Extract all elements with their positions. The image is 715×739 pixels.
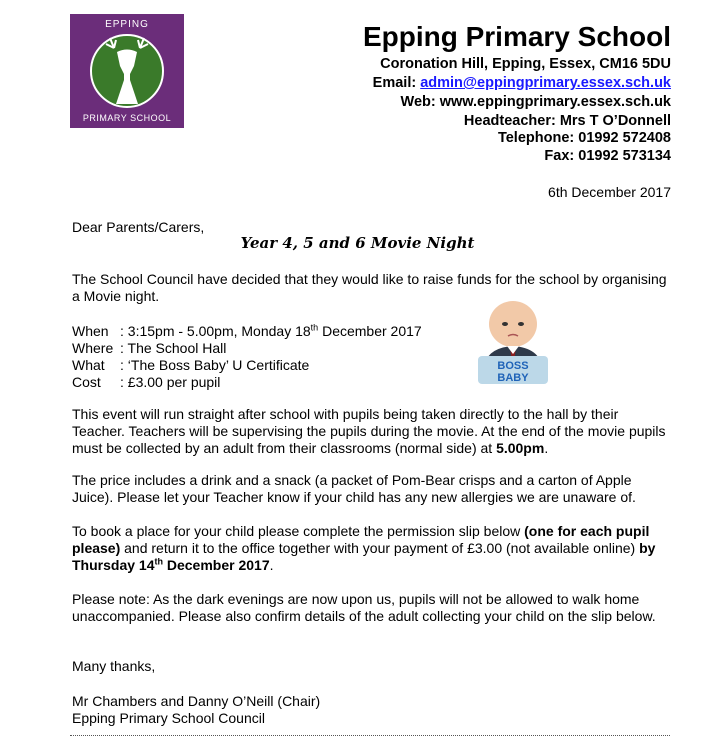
p3-deadline-sup: th <box>154 556 163 567</box>
paragraph-collection <box>72 406 672 457</box>
p3-bold-one-each: (one for each pupil please) <box>72 523 650 556</box>
intro-paragraph: The School Council have decided that they would like to raise funds for the school by organising a Movie night. <box>72 271 667 304</box>
paragraph-booking <box>72 523 672 574</box>
web-line <box>401 93 671 112</box>
where-value: : The School Hall <box>120 340 227 356</box>
logo-text-top: EPPING <box>105 19 149 30</box>
cost-label: Cost <box>72 374 101 390</box>
when-sup: th <box>310 322 319 333</box>
telephone-label: Telephone: <box>497 130 579 146</box>
email-line <box>373 74 671 93</box>
p1-text: This event will run straight after school with pupils being taken directly to the hall by their Teacher. Teachers will be supervising the pupils during the movie. At the end of the movie pupils must be collected by an adult from their classrooms (normal side) at <box>72 406 666 456</box>
email-link[interactable]: admin@eppingprimary.essex.sch.uk <box>420 75 671 91</box>
headteacher-label: Headteacher: <box>463 113 560 129</box>
telephone-number: 01992 572408 <box>578 130 671 146</box>
detail-cost <box>72 374 220 391</box>
school-address: Coronation Hill, Epping, Essex, CM16 5DU <box>380 56 671 72</box>
paragraph-note: Please note: As the dark evenings are now upon us, pupils will not be allowed to walk home unaccompanied. Please also confirm details of the adult collecting your child on the slip below. <box>72 591 656 624</box>
p3-deadline-month: December 2017 <box>162 557 270 573</box>
detail-when <box>72 323 422 340</box>
what-label: What <box>72 357 105 373</box>
p3-end: . <box>269 557 274 573</box>
sign-off: Many thanks, <box>72 658 156 674</box>
p3-text-a: To book a place for your child please complete the permission slip below <box>72 523 525 539</box>
fax-number: 01992 573134 <box>578 148 671 164</box>
school-logo <box>70 14 184 128</box>
letter-title: Year 4, 5 and 6 Movie Night <box>240 234 475 252</box>
signature-names: Mr Chambers and Danny O’Neill (Chair) <box>72 693 321 709</box>
fax-label: Fax: <box>544 148 579 164</box>
p1-bold-time: 5.00pm <box>496 440 545 456</box>
cost-value: : £3.00 per pupil <box>120 374 221 390</box>
when-value-end: December 2017 <box>318 323 422 339</box>
detail-what <box>72 357 309 374</box>
greeting: Dear Parents/Carers, <box>72 219 205 235</box>
signature-council: Epping Primary School Council <box>72 710 265 726</box>
telephone-line <box>498 129 671 148</box>
letter-date: 6th December 2017 <box>548 184 671 200</box>
when-label: When <box>72 323 109 339</box>
movie-logo-text-1: BOSS <box>497 360 529 372</box>
p3-deadline-text: by Thursday 14 <box>72 540 656 573</box>
where-label: Where <box>72 340 114 356</box>
when-value: : 3:15pm - 5.00pm, Monday 18 <box>120 323 311 339</box>
p3-text-c: and return it to the office together with your payment of £3.00 (not available online) <box>120 540 640 556</box>
school-name: Epping Primary School <box>362 21 671 52</box>
detail-where <box>72 340 226 357</box>
web-label: Web: <box>400 94 440 110</box>
p1-end: . <box>544 440 549 456</box>
headteacher-name: Mrs T O’Donnell <box>559 113 671 129</box>
email-label: Email: <box>372 75 421 91</box>
fax-line <box>544 147 671 166</box>
logo-text-bottom: PRIMARY SCHOOL <box>82 113 172 123</box>
paragraph-price: The price includes a drink and a snack (a packet of Pom-Bear crisps and a carton of Apple Juice). Please let your Teacher know if your child has any new allergies we are unaware of. <box>72 472 636 505</box>
cut-line-divider <box>70 735 670 736</box>
what-value: : ‘The Boss Baby’ U Certificate <box>120 357 310 373</box>
boss-baby-image <box>472 296 554 388</box>
web-address: www.eppingprimary.essex.sch.uk <box>439 94 671 110</box>
movie-logo-text-2: BABY <box>497 372 529 384</box>
